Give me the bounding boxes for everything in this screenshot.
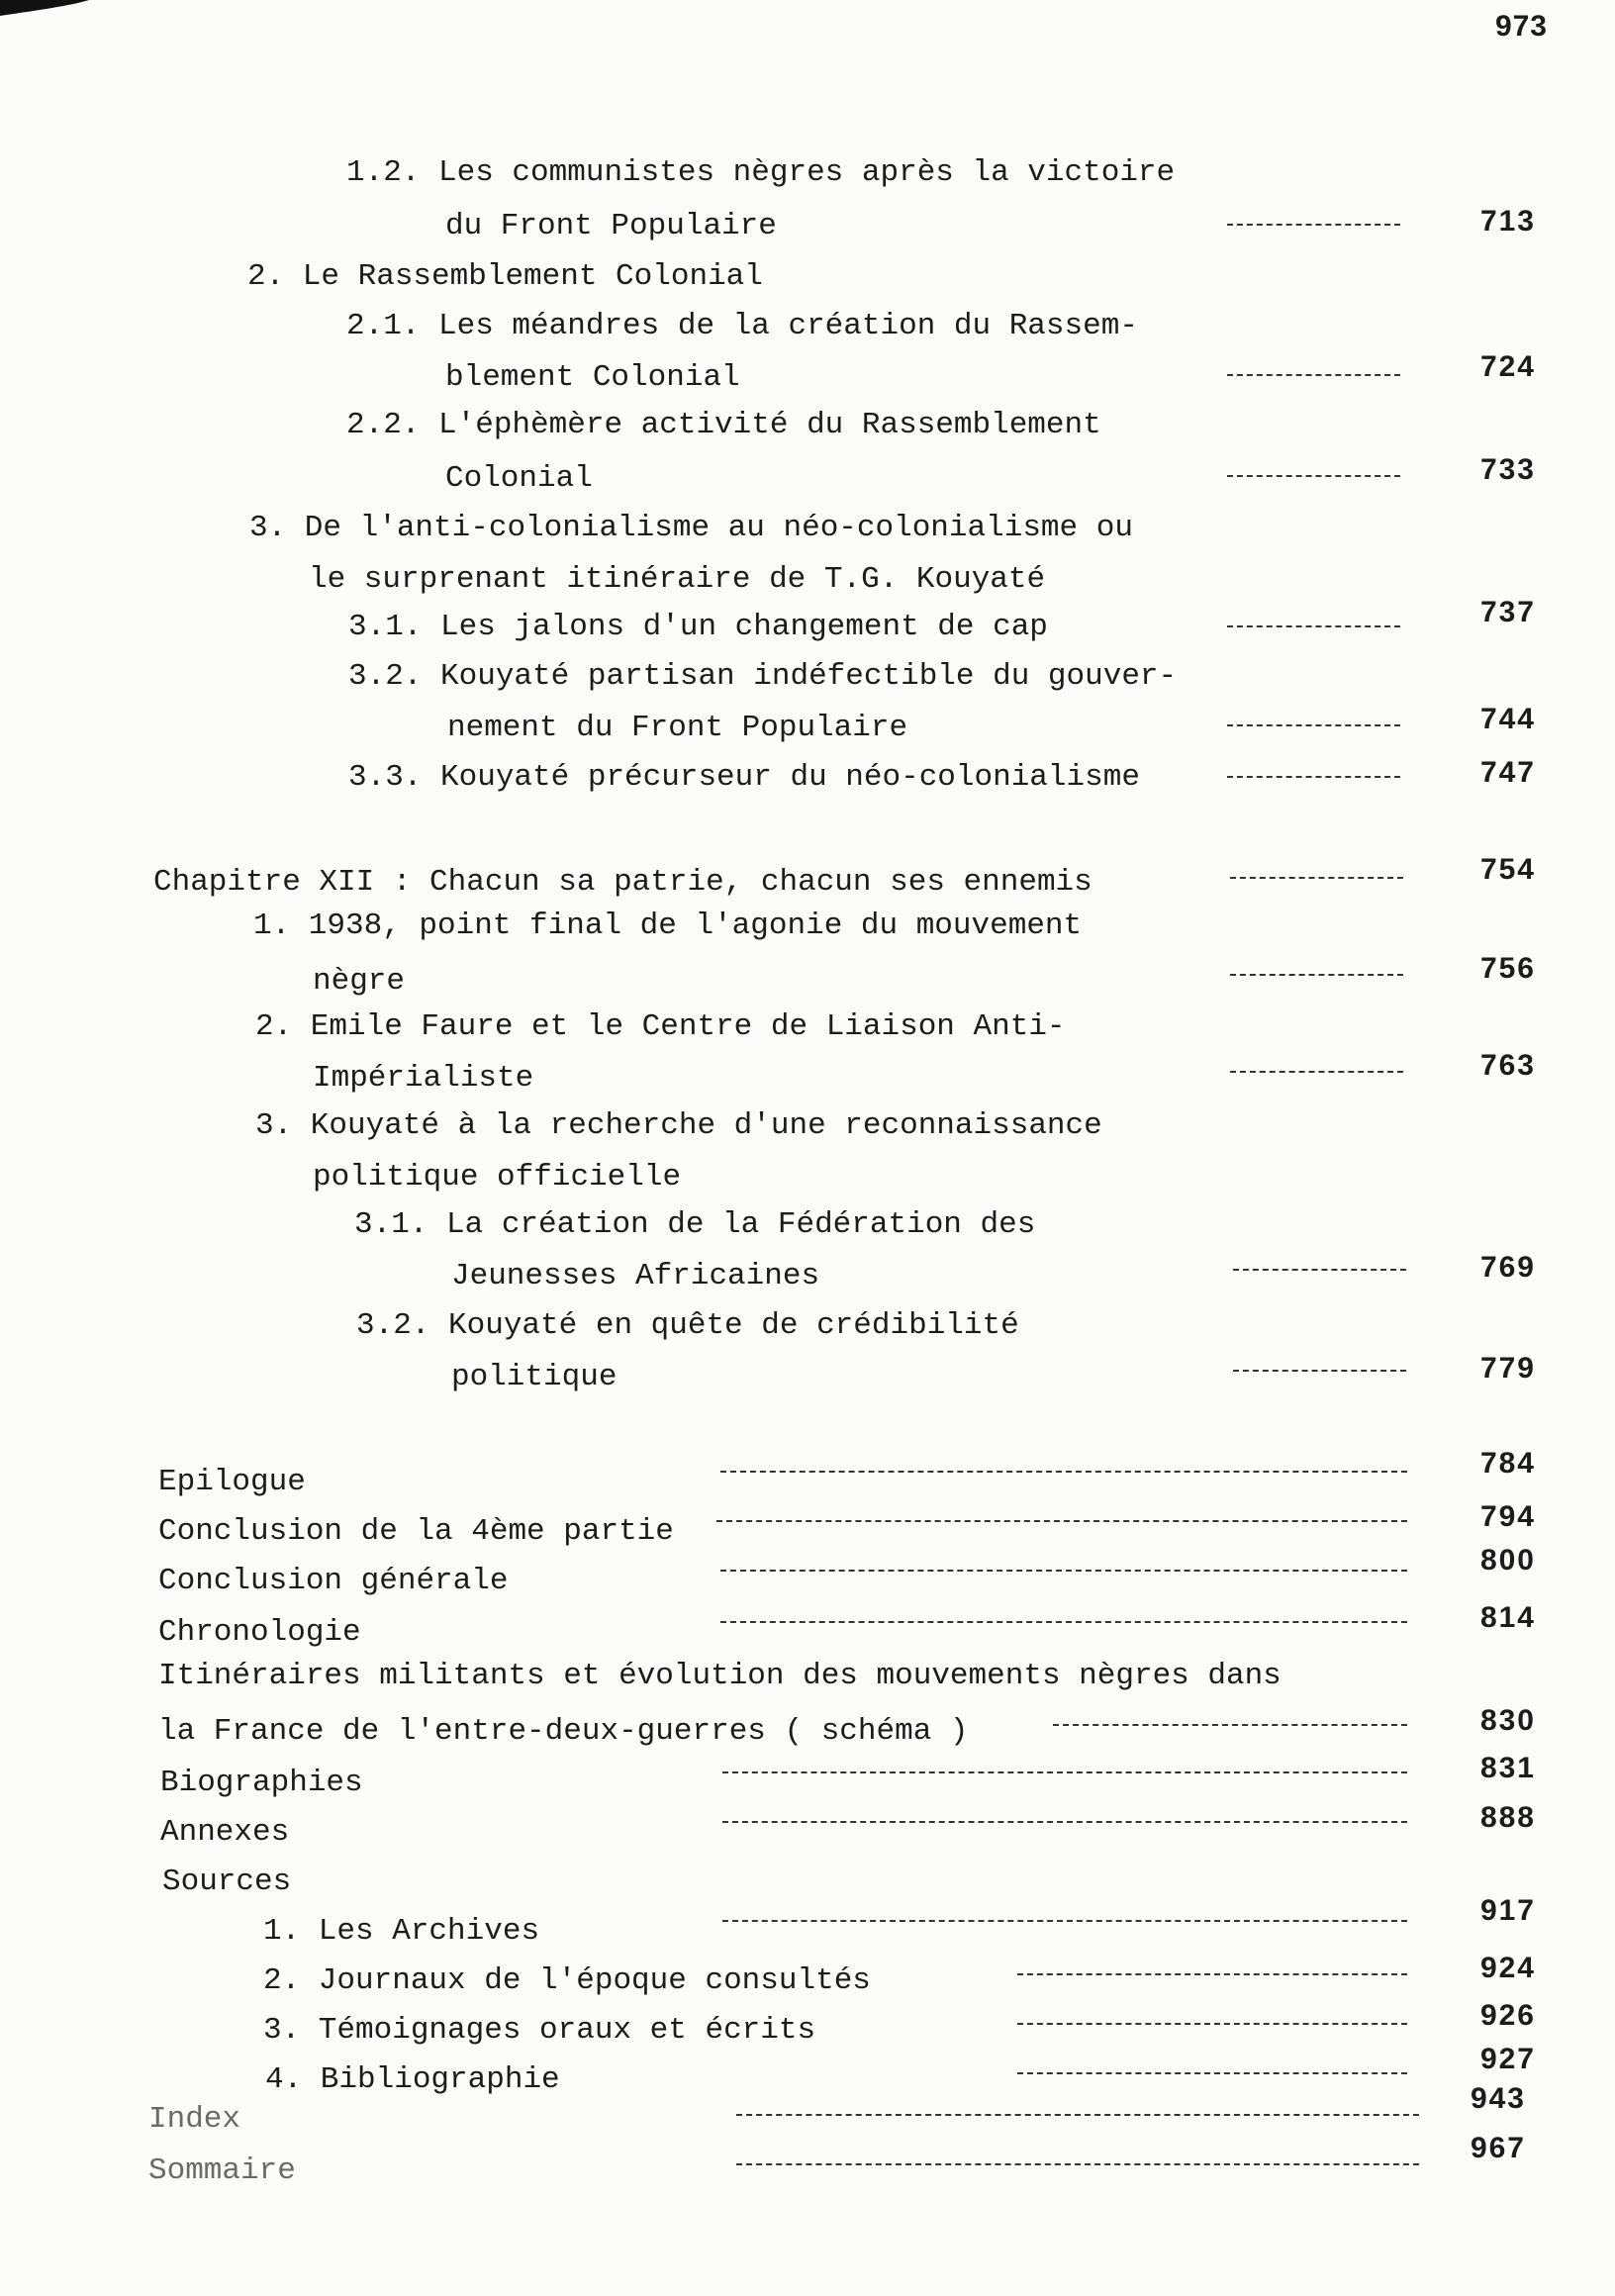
entry-title-continued: Jeunesses Africaines	[451, 1259, 820, 1293]
entry-page-number: 779	[1479, 1352, 1536, 1385]
leader-dashes	[1053, 1724, 1407, 1726]
entry-title-continued: du Front Populaire	[445, 209, 777, 243]
entry-page-number: 888	[1479, 1801, 1536, 1834]
leader-dashes	[716, 1520, 1407, 1522]
leader-dashes	[1230, 1071, 1403, 1073]
entry-page-number: 754	[1479, 853, 1536, 886]
entry-page-number: 724	[1479, 350, 1536, 383]
leader-dashes	[736, 2163, 1419, 2165]
entry-page-number: 763	[1479, 1049, 1536, 1082]
leader-dashes	[1227, 475, 1400, 477]
entry-title-continued: politique	[451, 1360, 618, 1394]
leader-dashes	[1227, 374, 1400, 376]
entry-page-number: 831	[1479, 1752, 1536, 1784]
entry-title: 2.1. Les méandres de la création du Rassem-	[346, 309, 1138, 343]
leader-dashes	[1227, 224, 1400, 226]
entry-title: 2. Emile Faure et le Centre de Liaison Anti-	[255, 1009, 1066, 1044]
leader-dashes	[1233, 1370, 1406, 1372]
entry-title-continued: blement Colonial	[445, 360, 740, 395]
entry-title: 2.2. L'éphèmère activité du Rassemblement	[346, 408, 1101, 442]
entry-page-number: 769	[1479, 1251, 1536, 1284]
entry-page-number: 917	[1479, 1894, 1536, 1927]
entry-page-number: 794	[1479, 1500, 1536, 1533]
entry-title: 3.2. Kouyaté partisan indéfectible du gouver-	[348, 659, 1178, 694]
entry-title: 3. Témoignages oraux et écrits	[263, 2013, 816, 2048]
entry-page-number: 744	[1479, 703, 1536, 735]
leader-dashes	[1227, 625, 1400, 627]
entry-title: 3.3. Kouyaté précurseur du néo-colonialisme	[348, 760, 1140, 795]
entry-page-number: 814	[1479, 1601, 1536, 1634]
leader-dashes	[720, 1621, 1407, 1623]
entry-title: Conclusion de la 4ème partie	[158, 1514, 674, 1549]
entry-title: 3.1. La création de la Fédération des	[354, 1207, 1036, 1242]
entry-title: Conclusion générale	[158, 1564, 509, 1598]
entry-title: Index	[148, 2102, 241, 2137]
leader-dashes	[722, 1771, 1407, 1773]
leader-dashes	[720, 1570, 1407, 1572]
entry-title-continued: Impérialiste	[313, 1061, 534, 1096]
entry-title: 2. Le Rassemblement Colonial	[247, 259, 763, 294]
leader-dashes	[736, 2114, 1419, 2116]
entry-page-number: 747	[1479, 756, 1536, 789]
entry-page-number: 927	[1479, 2043, 1536, 2075]
entry-title: Epilogue	[158, 1465, 306, 1499]
entry-title: 1. Les Archives	[263, 1914, 540, 1949]
leader-dashes	[1017, 2072, 1407, 2074]
entry-page-number: 737	[1479, 596, 1536, 628]
entry-page-number: 967	[1470, 2132, 1526, 2164]
leader-dashes	[1230, 974, 1403, 976]
leader-dashes	[720, 1471, 1407, 1473]
entry-title: 1. 1938, point final de l'agonie du mouvement	[253, 909, 1083, 943]
entry-page-number: 943	[1470, 2082, 1526, 2115]
entry-title-continued: Colonial	[445, 461, 593, 496]
leader-dashes	[1227, 724, 1400, 726]
entry-title: Biographies	[160, 1766, 363, 1800]
entry-title-continued: politique officielle	[313, 1160, 682, 1195]
page-number: 973	[1494, 10, 1548, 43]
entry-title-continued: nement du Front Populaire	[447, 711, 908, 745]
entry-title: 3.2. Kouyaté en quête de crédibilité	[356, 1308, 1019, 1343]
entry-page-number: 784	[1479, 1447, 1536, 1480]
entry-page-number: 713	[1479, 205, 1536, 238]
entry-title: 3. Kouyaté à la recherche d'une reconnaissance	[255, 1108, 1102, 1143]
leader-dashes	[1017, 2023, 1407, 2025]
leader-dashes	[722, 1920, 1407, 1922]
entry-title: 2. Journaux de l'époque consultés	[263, 1963, 871, 1998]
entry-title: 4. Bibliographie	[265, 2062, 560, 2097]
entry-title: 3.1. Les jalons d'un changement de cap	[348, 610, 1048, 644]
entry-title: Sources	[162, 1865, 292, 1899]
leader-dashes	[1017, 1973, 1407, 1975]
leader-dashes	[1230, 877, 1403, 879]
entry-title-continued: le surprenant itinéraire de T.G. Kouyaté	[309, 562, 1046, 597]
entry-title-continued: nègre	[313, 964, 406, 999]
leader-dashes	[1227, 776, 1400, 778]
entry-page-number: 926	[1479, 1999, 1536, 2032]
entry-title: Sommaire	[148, 2153, 296, 2188]
entry-title: Chronologie	[158, 1615, 361, 1650]
entry-page-number: 924	[1479, 1952, 1536, 1984]
entry-title: 3. De l'anti-colonialisme au néo-colonialisme ou	[249, 511, 1133, 545]
entry-title: Chapitre XII : Chacun sa patrie, chacun ses ennemis	[153, 865, 1092, 900]
leader-dashes	[722, 1821, 1407, 1823]
entry-page-number: 756	[1479, 952, 1536, 985]
ink-blot-mark	[0, 0, 89, 18]
entry-title: Itinéraires militants et évolution des mouvements nègres dans	[158, 1659, 1282, 1693]
entry-title: Annexes	[160, 1815, 290, 1850]
entry-page-number: 733	[1479, 453, 1536, 486]
entry-title: 1.2. Les communistes nègres après la victoire	[346, 155, 1176, 190]
entry-title-continued: la France de l'entre-deux-guerres ( schéma )	[158, 1714, 969, 1749]
entry-page-number: 800	[1479, 1544, 1536, 1577]
entry-page-number: 830	[1479, 1704, 1536, 1737]
leader-dashes	[1233, 1269, 1406, 1271]
